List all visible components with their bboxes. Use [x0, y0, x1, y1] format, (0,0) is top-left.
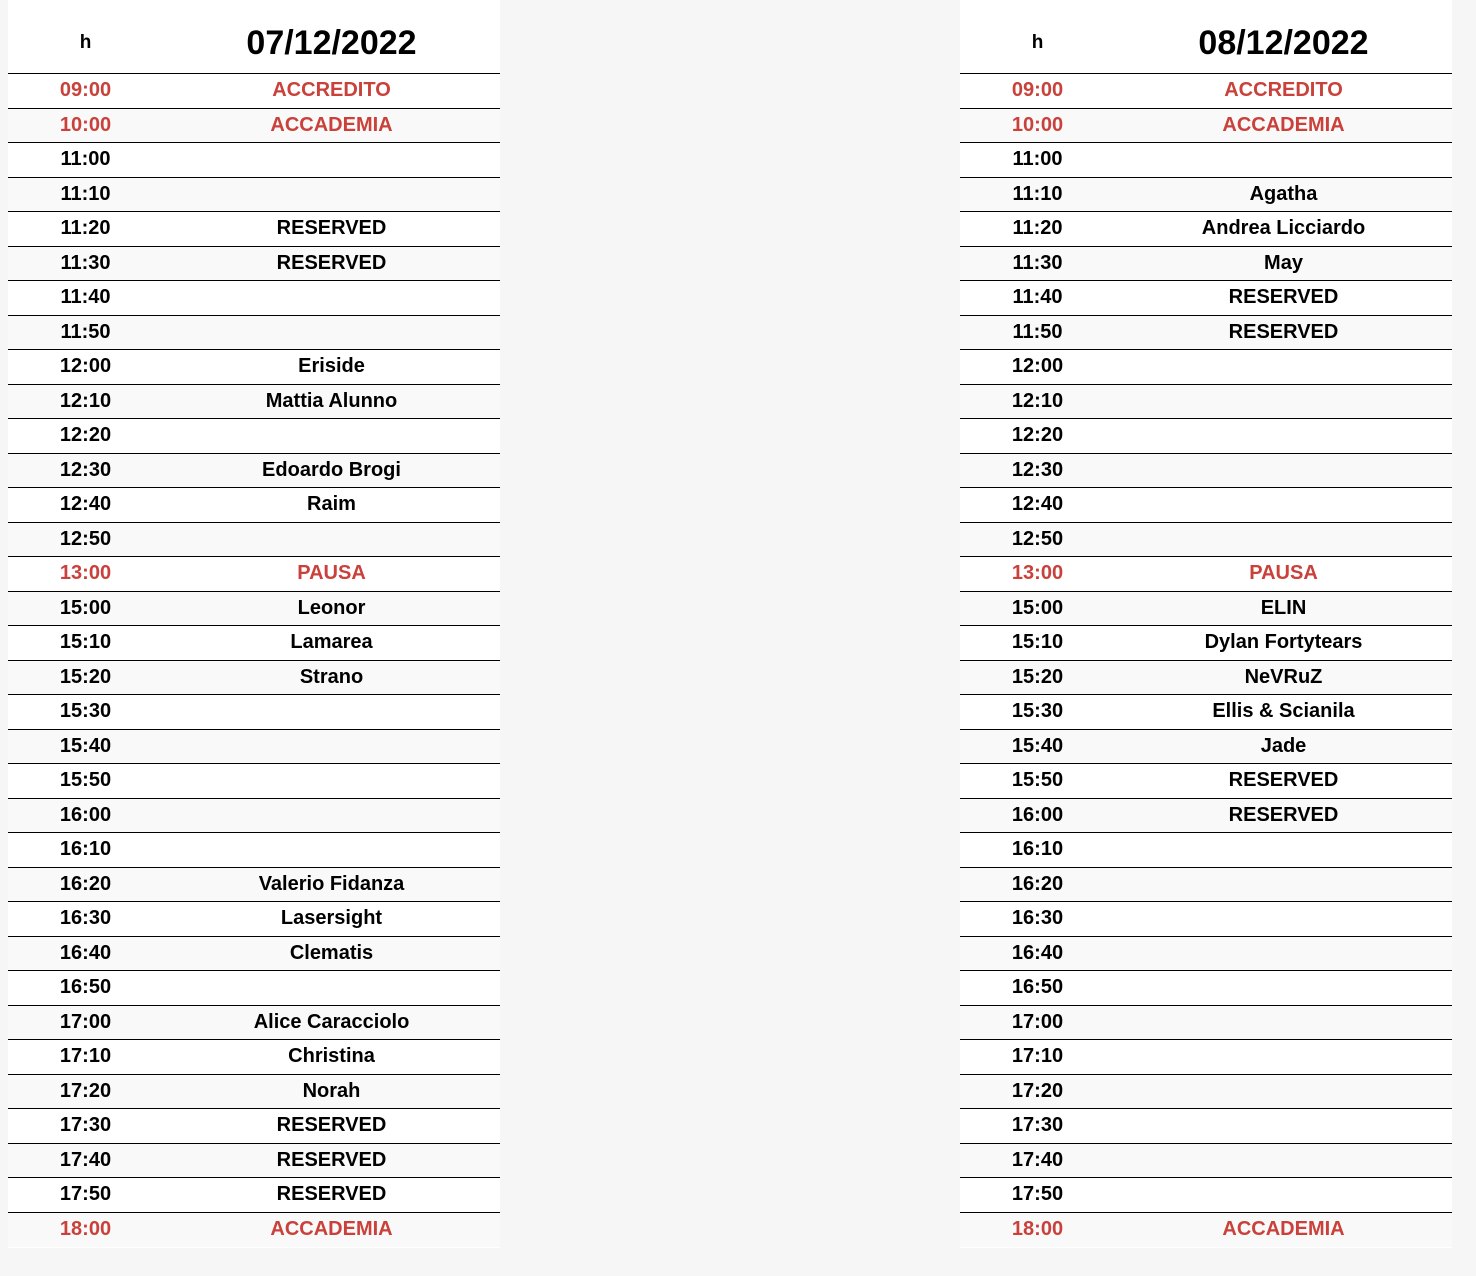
slot-time: 12:10	[59, 389, 112, 412]
slot-artist	[1115, 419, 1452, 453]
slot-time: 12:40	[59, 493, 112, 516]
slot-time: 17:10	[59, 1045, 112, 1068]
schedule-row	[8, 695, 500, 730]
schedule-row	[8, 868, 500, 903]
slot-time: 17:50	[1011, 1183, 1064, 1206]
slot-time: 10:00	[59, 113, 112, 136]
slot-time: 17:00	[59, 1010, 112, 1033]
schedule-header	[960, 0, 1452, 74]
slot-artist: Ellis & Scianila	[1212, 700, 1355, 723]
slot-time: 12:30	[59, 458, 112, 481]
schedule-row	[8, 1213, 500, 1248]
slot-time: 12:20	[1011, 424, 1064, 447]
slot-artist	[163, 523, 500, 557]
slot-artist: Lamarea	[290, 631, 373, 654]
schedule-row	[960, 937, 1452, 972]
slot-time: 10:00	[1011, 113, 1064, 136]
slot-artist	[163, 281, 500, 315]
slot-artist: Christina	[288, 1045, 375, 1068]
slot-time: 16:50	[1011, 976, 1064, 999]
slot-artist: ACCADEMIA	[270, 1218, 393, 1241]
slot-artist	[163, 419, 500, 453]
schedule-row	[960, 419, 1452, 454]
slot-time: 11:00	[60, 148, 111, 171]
schedule-row	[8, 385, 500, 420]
schedule-row	[8, 281, 500, 316]
slot-artist	[1115, 937, 1452, 971]
date-header: 07/12/2022	[246, 24, 417, 62]
schedule-row	[960, 730, 1452, 765]
slot-artist: Leonor	[297, 596, 366, 619]
slot-time: 16:30	[1011, 907, 1064, 930]
slot-time: 15:00	[1011, 596, 1064, 619]
schedule-sheet-day-1	[8, 0, 500, 1248]
schedule-row	[8, 902, 500, 937]
slot-time: 11:30	[1012, 251, 1063, 274]
schedule-row	[8, 1006, 500, 1041]
slot-time: 15:10	[59, 631, 112, 654]
slot-artist	[163, 316, 500, 350]
slot-time: 11:10	[1012, 182, 1063, 205]
schedule-row	[960, 1213, 1452, 1248]
slot-time: 11:20	[1012, 217, 1063, 240]
slot-time: 13:00	[59, 562, 112, 585]
slot-artist: ACCADEMIA	[1222, 113, 1345, 136]
slot-artist: Jade	[1260, 734, 1307, 757]
slot-time: 15:00	[59, 596, 112, 619]
date-header: 08/12/2022	[1198, 24, 1369, 62]
schedule-row	[960, 1006, 1452, 1041]
hour-column-header: h	[1031, 32, 1044, 53]
schedule-row	[8, 350, 500, 385]
slot-time: 12:50	[59, 527, 112, 550]
schedule-rows	[8, 74, 500, 1247]
slot-artist: Strano	[299, 665, 364, 688]
slot-artist	[163, 695, 500, 729]
slot-artist: ELIN	[1260, 596, 1307, 619]
slot-time: 15:50	[59, 769, 112, 792]
slot-artist: ACCREDITO	[272, 79, 391, 102]
slot-artist	[1115, 833, 1452, 867]
slot-artist: RESERVED	[276, 217, 387, 240]
slot-artist	[1115, 523, 1452, 557]
schedule-row	[8, 212, 500, 247]
slot-time: 15:30	[59, 700, 112, 723]
slot-artist: NeVRuZ	[1244, 665, 1323, 688]
slot-artist: Eriside	[298, 355, 365, 378]
slot-artist: Dylan Fortytears	[1204, 631, 1363, 654]
slot-time: 17:40	[1011, 1148, 1064, 1171]
slot-artist: PAUSA	[297, 562, 366, 585]
slot-time: 16:20	[1011, 872, 1064, 895]
schedule-row	[960, 316, 1452, 351]
slot-time: 15:50	[1011, 769, 1064, 792]
slot-artist: ACCADEMIA	[1222, 1218, 1345, 1241]
slot-artist	[1115, 385, 1452, 419]
schedule-row	[8, 143, 500, 178]
slot-artist	[1115, 1109, 1452, 1143]
slot-artist: RESERVED	[1228, 803, 1339, 826]
slot-time: 17:10	[1011, 1045, 1064, 1068]
schedule-row	[960, 902, 1452, 937]
slot-artist	[1115, 1178, 1452, 1212]
slot-artist: RESERVED	[1228, 769, 1339, 792]
schedule-row	[8, 971, 500, 1006]
schedule-header	[8, 0, 500, 74]
slot-time: 12:00	[59, 355, 112, 378]
schedule-row	[960, 1075, 1452, 1110]
hour-column-header: h	[79, 32, 92, 53]
schedule-row	[960, 178, 1452, 213]
slot-artist	[1115, 1006, 1452, 1040]
schedule-row	[960, 661, 1452, 696]
slot-artist: Clematis	[289, 941, 374, 964]
slot-artist	[1115, 971, 1452, 1005]
slot-time: 15:10	[1011, 631, 1064, 654]
schedule-row	[960, 695, 1452, 730]
slot-time: 17:20	[1011, 1079, 1064, 1102]
slot-artist: RESERVED	[1228, 286, 1339, 309]
schedule-row	[960, 1109, 1452, 1144]
slot-artist	[1115, 868, 1452, 902]
schedule-row	[960, 764, 1452, 799]
schedule-row	[960, 971, 1452, 1006]
slot-time: 12:00	[1011, 355, 1064, 378]
slot-time: 17:00	[1011, 1010, 1064, 1033]
schedule-row	[960, 385, 1452, 420]
slot-time: 16:00	[1011, 803, 1064, 826]
slot-artist: Alice Caracciolo	[253, 1010, 410, 1033]
slot-time: 16:20	[59, 872, 112, 895]
slot-time: 12:40	[1011, 493, 1064, 516]
slot-artist	[163, 833, 500, 867]
slot-artist: Agatha	[1249, 182, 1318, 205]
schedule-row	[960, 868, 1452, 903]
schedule-row	[8, 178, 500, 213]
slot-artist	[163, 799, 500, 833]
slot-time: 18:00	[59, 1218, 112, 1241]
schedule-row	[8, 109, 500, 144]
schedule-row	[960, 1040, 1452, 1075]
slot-time: 15:30	[1011, 700, 1064, 723]
schedule-row	[960, 592, 1452, 627]
slot-time: 11:20	[60, 217, 111, 240]
slot-artist: PAUSA	[1249, 562, 1318, 585]
schedule-row	[8, 247, 500, 282]
slot-artist: Andrea Licciardo	[1201, 217, 1366, 240]
slot-time: 11:40	[60, 286, 111, 309]
slot-artist: May	[1264, 251, 1303, 274]
slot-artist	[1115, 143, 1452, 177]
schedule-row	[960, 1144, 1452, 1179]
schedule-row	[960, 109, 1452, 144]
slot-time: 11:30	[60, 251, 111, 274]
schedule-row	[8, 1109, 500, 1144]
schedule-row	[960, 350, 1452, 385]
schedule-row	[960, 523, 1452, 558]
slot-time: 12:10	[1011, 389, 1064, 412]
slot-artist: Raim	[307, 493, 356, 516]
slot-time: 17:30	[1011, 1114, 1064, 1137]
schedule-row	[8, 419, 500, 454]
schedule-row	[8, 730, 500, 765]
schedule-row	[8, 523, 500, 558]
schedule-row	[960, 557, 1452, 592]
slot-time: 17:20	[59, 1079, 112, 1102]
schedule-row	[8, 454, 500, 489]
slot-time: 13:00	[1011, 562, 1064, 585]
slot-time: 15:20	[59, 665, 112, 688]
slot-time: 16:00	[59, 803, 112, 826]
schedule-row	[960, 833, 1452, 868]
slot-time: 16:10	[59, 838, 112, 861]
schedule-row	[8, 1075, 500, 1110]
slot-artist: Lasersight	[280, 907, 383, 930]
slot-artist: Valerio Fidanza	[258, 872, 405, 895]
slot-time: 09:00	[59, 79, 112, 102]
schedule-row	[8, 626, 500, 661]
slot-time: 16:50	[59, 976, 112, 999]
slot-artist	[163, 971, 500, 1005]
slot-artist	[163, 143, 500, 177]
slot-time: 16:40	[59, 941, 112, 964]
schedule-row	[8, 1040, 500, 1075]
slot-time: 16:30	[59, 907, 112, 930]
schedule-row	[960, 454, 1452, 489]
slot-artist: RESERVED	[276, 251, 387, 274]
slot-artist: Edoardo Brogi	[262, 458, 401, 481]
slot-artist: RESERVED	[276, 1183, 387, 1206]
schedule-row	[8, 1144, 500, 1179]
schedule-row	[8, 833, 500, 868]
slot-time: 12:50	[1011, 527, 1064, 550]
slot-time: 18:00	[1011, 1218, 1064, 1241]
slot-artist	[1115, 902, 1452, 936]
slot-time: 12:20	[59, 424, 112, 447]
slot-time: 11:40	[1012, 286, 1063, 309]
slot-time: 16:10	[1011, 838, 1064, 861]
schedule-row	[960, 1178, 1452, 1213]
slot-time: 12:30	[1011, 458, 1064, 481]
slot-time: 15:40	[59, 734, 112, 757]
schedule-row	[8, 557, 500, 592]
slot-time: 11:00	[1012, 148, 1063, 171]
slot-artist	[163, 178, 500, 212]
slot-time: 15:40	[1011, 734, 1064, 757]
schedule-row	[960, 212, 1452, 247]
schedule-row	[960, 799, 1452, 834]
slot-artist	[1115, 454, 1452, 488]
slot-artist	[163, 764, 500, 798]
slot-artist: RESERVED	[1228, 320, 1339, 343]
schedule-row	[8, 316, 500, 351]
slot-time: 16:40	[1011, 941, 1064, 964]
schedule-row	[8, 937, 500, 972]
schedule-row	[8, 488, 500, 523]
slot-time: 11:50	[1012, 320, 1063, 343]
slot-artist: Norah	[302, 1079, 361, 1102]
slot-time: 17:30	[59, 1114, 112, 1137]
slot-artist	[1115, 350, 1452, 384]
schedule-row	[960, 74, 1452, 109]
schedule-row	[8, 1178, 500, 1213]
schedule-rows	[960, 74, 1452, 1247]
slot-artist	[1115, 1040, 1452, 1074]
schedule-row	[8, 764, 500, 799]
schedule-row	[960, 488, 1452, 523]
slot-time: 09:00	[1011, 79, 1064, 102]
schedule-row	[8, 74, 500, 109]
slot-time: 17:40	[59, 1148, 112, 1171]
slot-artist: RESERVED	[276, 1148, 387, 1171]
slot-artist	[1115, 488, 1452, 522]
slot-artist	[1115, 1144, 1452, 1178]
slot-time: 15:20	[1011, 665, 1064, 688]
slot-time: 11:10	[60, 182, 111, 205]
slot-artist: Mattia Alunno	[265, 389, 398, 412]
slot-artist: ACCREDITO	[1224, 79, 1343, 102]
slot-artist: ACCADEMIA	[270, 113, 393, 136]
schedule-sheet-day-2	[960, 0, 1452, 1248]
schedule-row	[960, 281, 1452, 316]
schedule-row	[8, 799, 500, 834]
schedule-row	[8, 592, 500, 627]
schedule-row	[960, 626, 1452, 661]
slot-artist	[1115, 1075, 1452, 1109]
slot-time: 11:50	[60, 320, 111, 343]
schedule-row	[8, 661, 500, 696]
slot-artist: RESERVED	[276, 1114, 387, 1137]
schedule-row	[960, 247, 1452, 282]
slot-artist	[163, 730, 500, 764]
schedule-row	[960, 143, 1452, 178]
slot-time: 17:50	[59, 1183, 112, 1206]
